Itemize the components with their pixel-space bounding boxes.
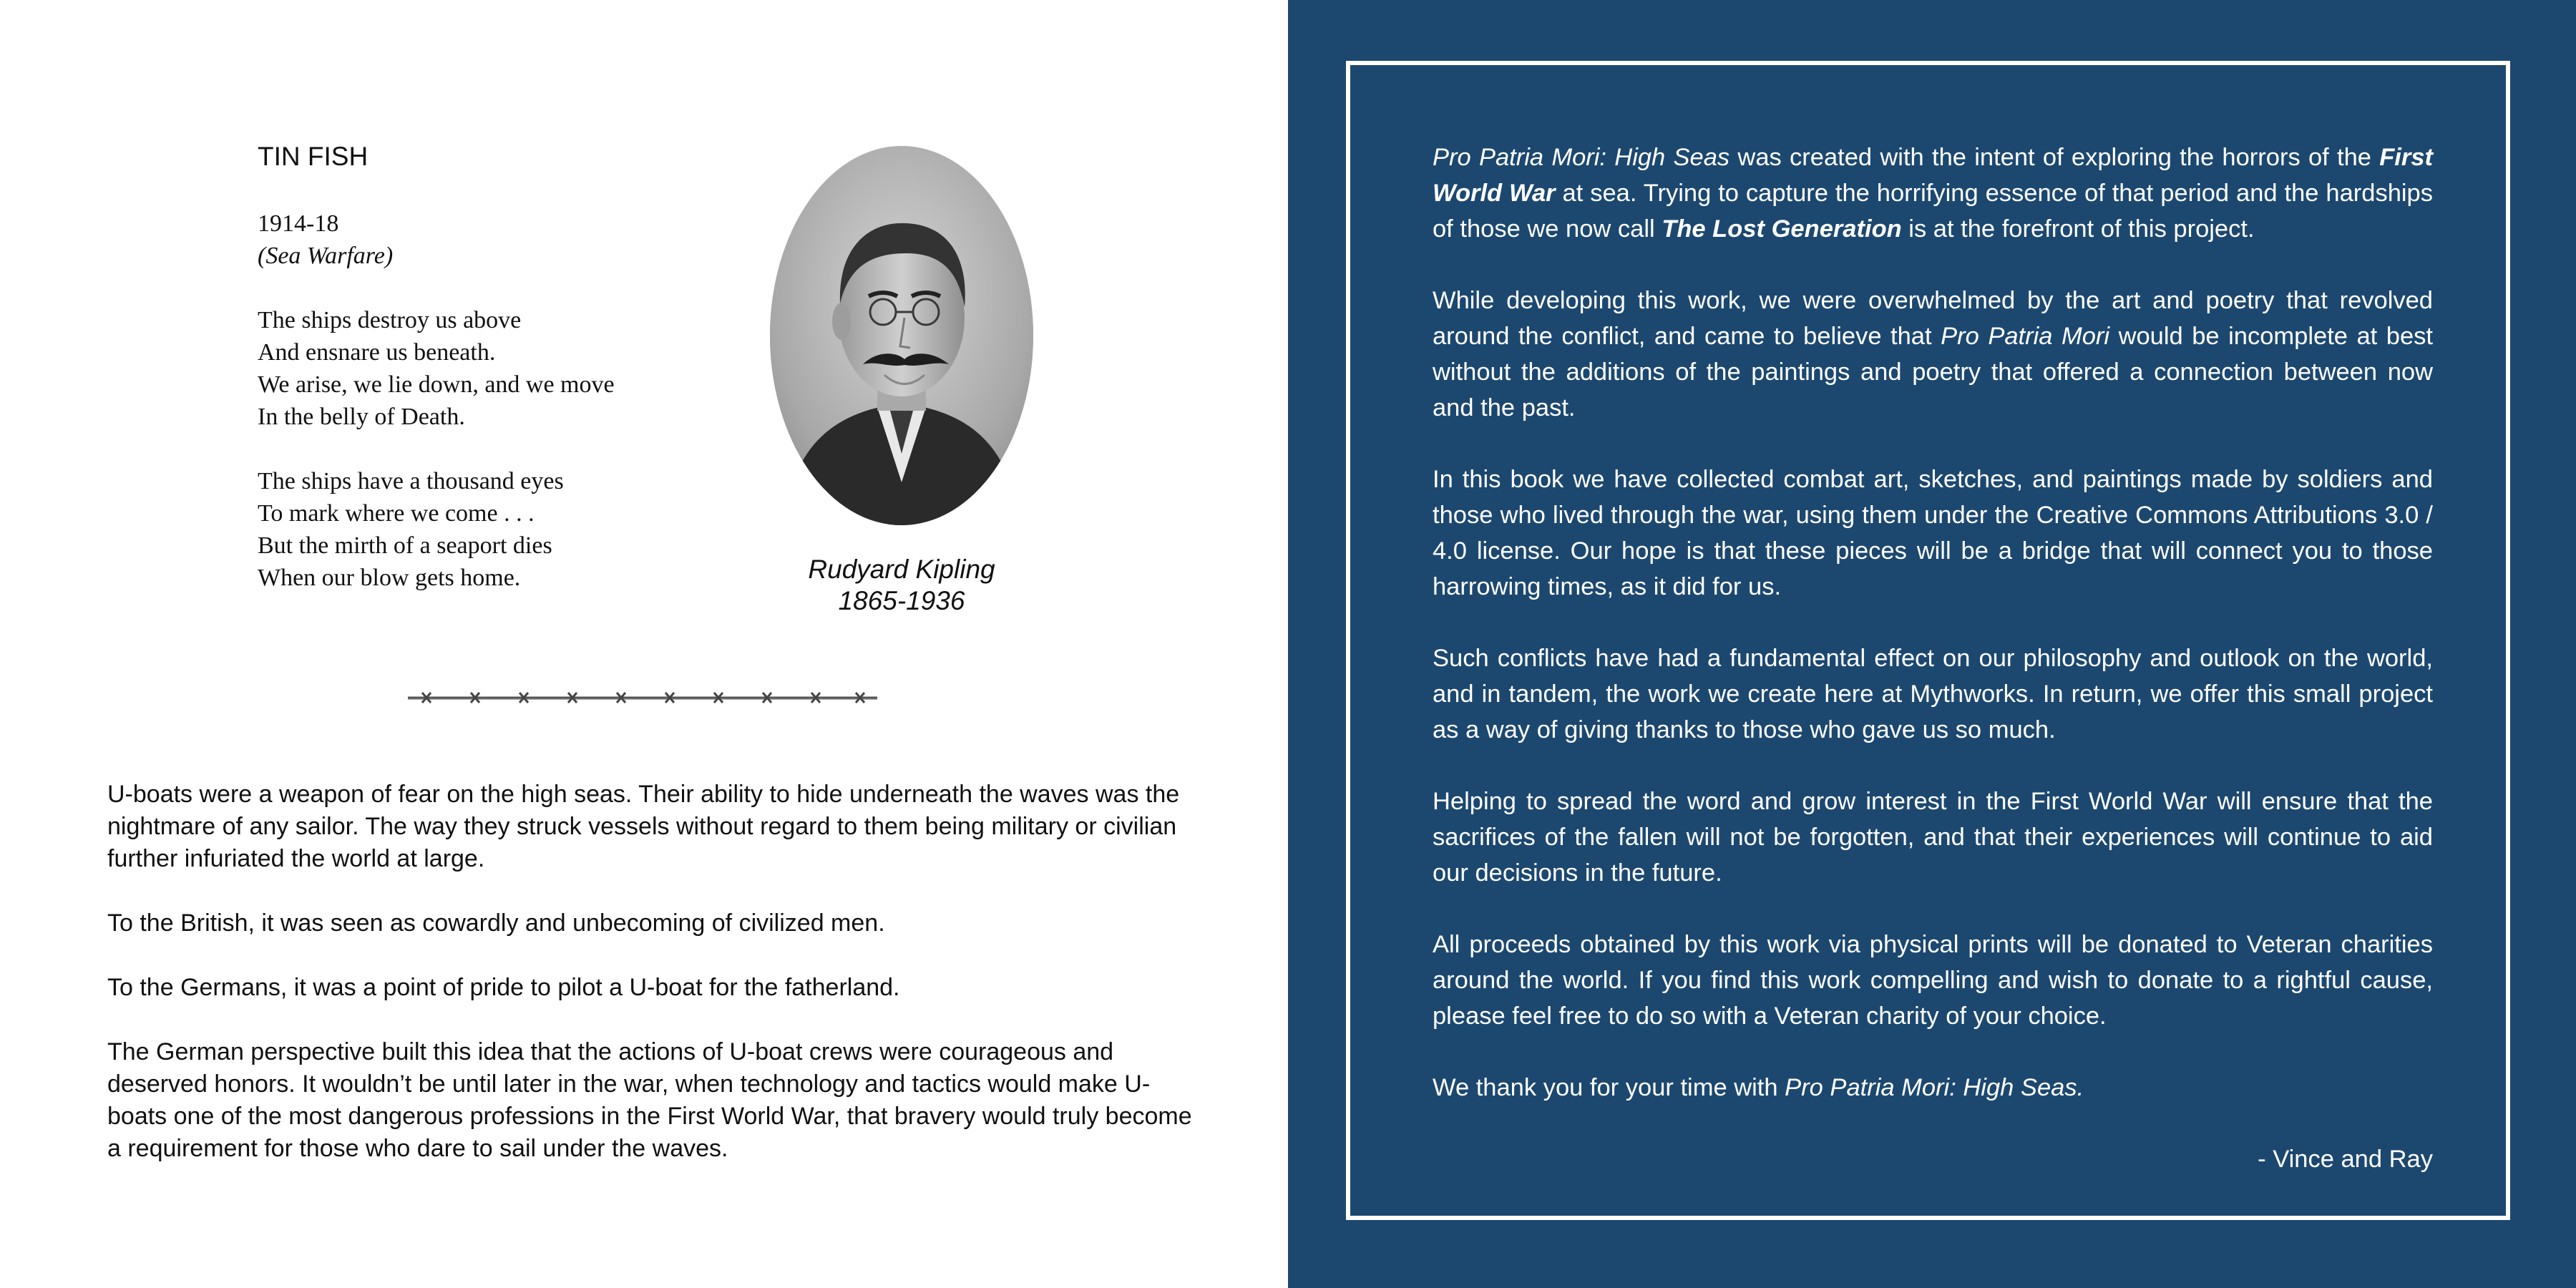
text-run: While developing this work, we were overwhelmed by the art and poetry that revolved around the conflict, and came to believe that (1433, 287, 2433, 350)
portrait-caption-years: 1865-1936 (838, 586, 965, 615)
foreword-paragraph: Such conflicts have had a fundamental effect on our philosophy and outlook on the world, and in tandem, the work we create here at Mythworks. In return, we offer this small project as a way of giving thanks to those who gave us so much. (1433, 645, 2433, 743)
body-paragraph: The German perspective built this idea that the actions of U-boat crews were courageous and deserved honors. It wouldn’t be until later in the war, when technology and tactics would make U-boats one of the most dangerous professions in the First World War, that bravery would truly become a requirement for those who dare to sail under the waves. (107, 1038, 1192, 1162)
right-page (1288, 0, 2576, 1288)
body-paragraph: U-boats were a weapon of fear on the high seas. Their ability to hide underneath the waves was the nightmare of any sailor. The way they struck vessels without regard to them being military or civilian further infuriated the world at large. (107, 781, 1180, 872)
signature: - Vince and Ray (2258, 1146, 2433, 1173)
body-text (107, 779, 1195, 1197)
book-title: Pro Patria Mori (1941, 323, 2110, 350)
foreword-paragraph (1433, 140, 2433, 247)
portrait-photo-graphic (770, 146, 1033, 525)
body-paragraph: To the British, it was seen as cowardly and unbecoming of civilized men. (107, 909, 885, 937)
poem-line: We arise, we lie down, and we move (258, 371, 615, 398)
poem-line: To mark where we come . . . (258, 500, 535, 527)
poem-line: When our blow gets home. (258, 565, 521, 591)
barbed-wire-divider-icon (408, 687, 877, 708)
text-run: We thank you for your time with (1433, 1074, 1785, 1101)
foreword-paragraph: Helping to spread the word and grow interest in the First World War will ensure that the sacrifices of the fallen will not be forgotten, and that their experiences will continue to aid our decisions in the future. (1433, 788, 2433, 887)
book-title: Pro Patria Mori: High Seas. (1785, 1074, 2084, 1101)
poem-line: The ships destroy us above (258, 307, 522, 333)
text-run: was created with the intent of exploring the horrors of the (1729, 144, 2380, 171)
poem-years: 1914-18 (258, 210, 339, 237)
poem (258, 208, 758, 594)
emphasis: First World War (1433, 144, 2433, 207)
poem-line: In the belly of Death. (258, 404, 465, 430)
poem-line: And ensnare us beneath. (258, 339, 496, 366)
poem-subtitle: (Sea Warfare) (258, 243, 394, 269)
text-run: would be incomplete at best without the additions of the paintings and poetry that offered a connection between now and the past. (1433, 323, 2433, 421)
poem-title: TIN FISH (258, 142, 369, 171)
text-run: is at the forefront of this project. (1901, 215, 2255, 243)
foreword-paragraph (1433, 1070, 2433, 1106)
body-paragraph: To the Germans, it was a point of pride to pilot a U-boat for the fatherland. (107, 974, 900, 1001)
foreword-paragraph: In this book we have collected combat art, sketches, and paintings made by soldiers and those who lived through the war, using them under the Creative Commons Attributions 3.0 / 4.0 license. Our hope is that these pieces will be a bridge that will connect you to those harrowing times, as it did for us. (1433, 466, 2433, 600)
portrait-photo (770, 146, 1033, 525)
poem-line: But the mirth of a seaport dies (258, 532, 552, 559)
portrait-caption-name: Rudyard Kipling (808, 555, 995, 584)
foreword-paragraph: All proceeds obtained by this work via physical prints will be donated to Veteran charities around the world. If you find this work compelling and wish to donate to a rightful cause, please feel free to do so with a Veteran charity of your choice. (1433, 931, 2433, 1030)
emphasis: The Lost Generation (1662, 215, 1902, 243)
foreword-paragraph (1433, 283, 2433, 426)
foreword-text (1433, 140, 2433, 1213)
portrait-caption (758, 554, 1045, 617)
poem-line: The ships have a thousand eyes (258, 468, 564, 494)
book-title: Pro Patria Mori: High Seas (1433, 144, 1730, 171)
text-run: at sea. Trying to capture the horrifying essence of that period and the hardships of those we now call (1433, 180, 2433, 243)
